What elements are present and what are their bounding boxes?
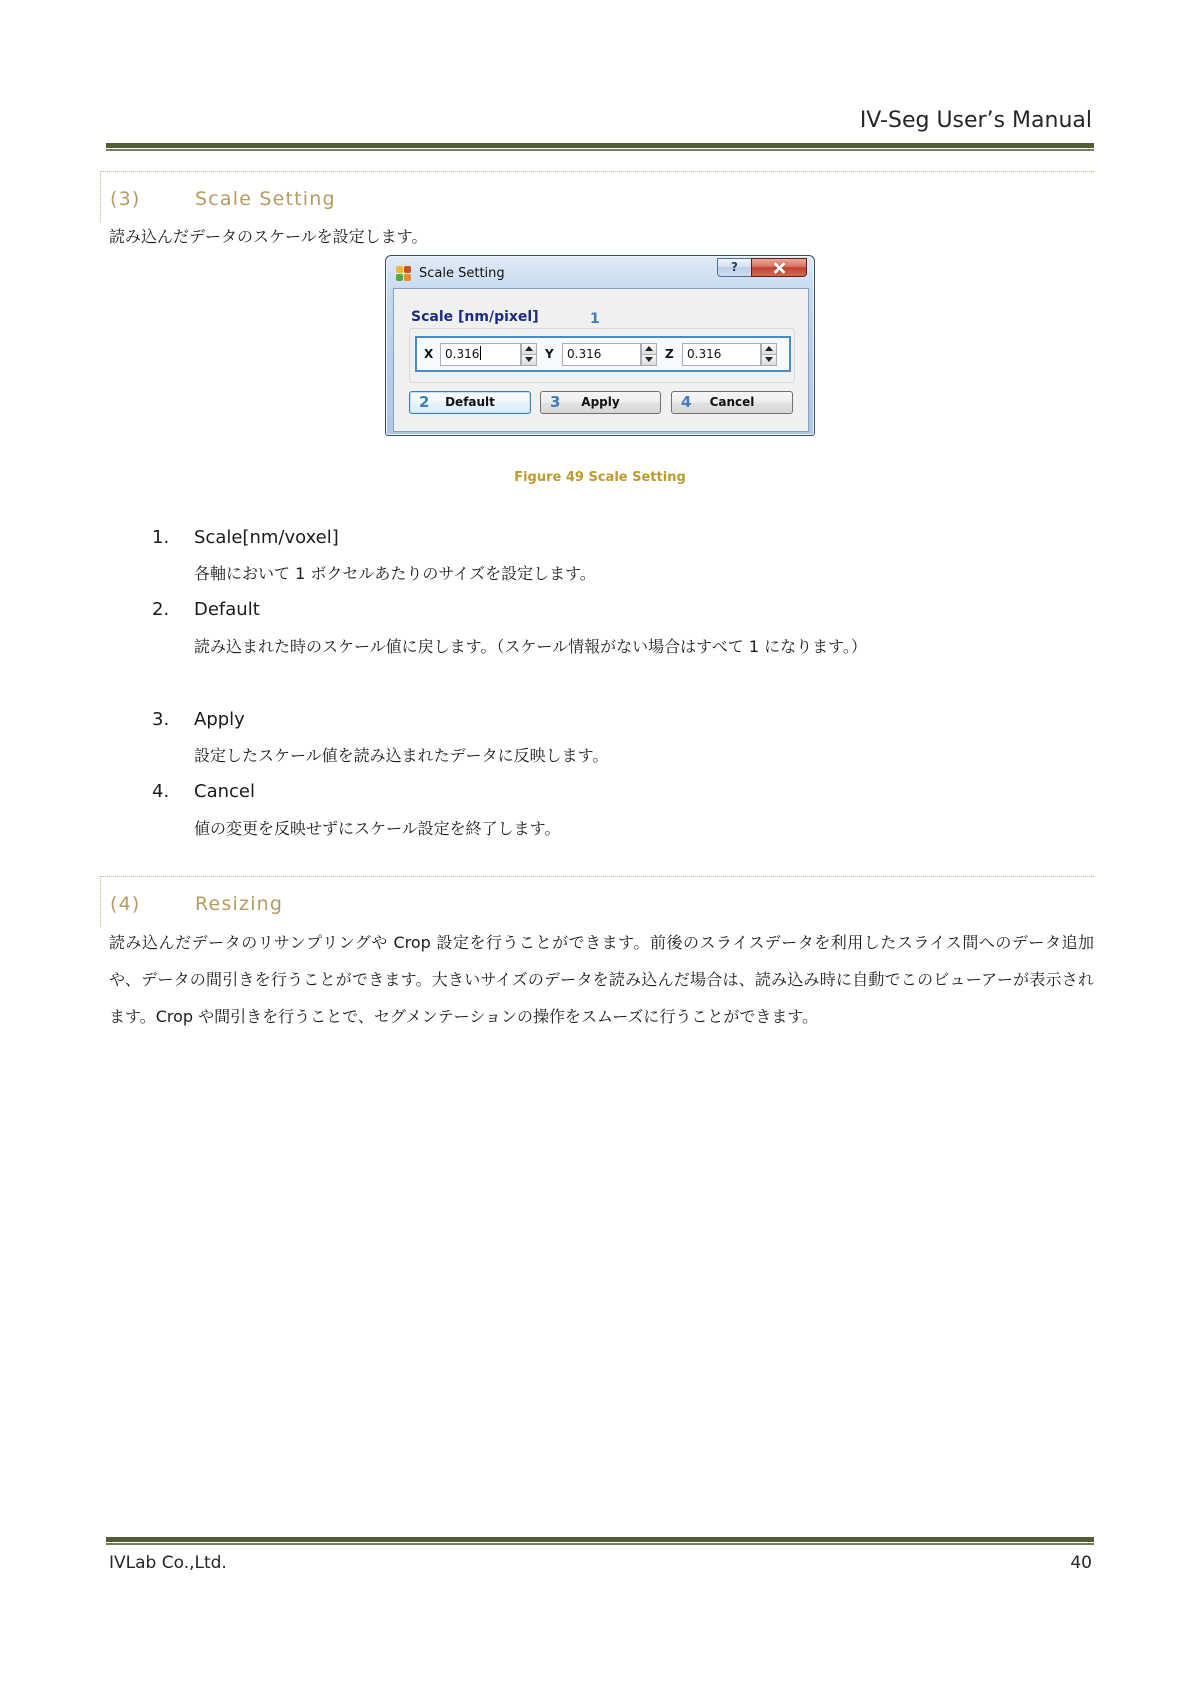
- spin-up-icon: [762, 344, 776, 355]
- dialog-client-area: [393, 288, 809, 432]
- running-header-title: IV-Seg User’s Manual: [859, 108, 1092, 133]
- list-item-title: Cancel: [194, 781, 255, 802]
- footer-rule-thin: [106, 1543, 1094, 1545]
- spin-down-icon: [642, 355, 656, 365]
- scale-z-spinner: [761, 343, 777, 366]
- list-item-title: Default: [194, 599, 260, 620]
- scale-y-spinner: [641, 343, 657, 366]
- cancel-button: [671, 391, 793, 414]
- list-item-description: 設定したスケール値を読み込まれたデータに反映します。: [194, 746, 609, 765]
- help-button: [717, 258, 752, 277]
- axis-label-z: Z: [665, 347, 674, 361]
- dialog-title: Scale Setting: [419, 266, 505, 281]
- apply-button-label: Apply: [581, 395, 620, 409]
- scale-y-value: 0.316: [567, 347, 602, 361]
- footer-rule: [106, 1537, 1094, 1545]
- apply-button: [540, 391, 661, 414]
- figure-caption: Figure 49 Scale Setting: [514, 470, 686, 485]
- scale-setting-dialog-screenshot: [385, 255, 815, 436]
- section-3-number: (3): [110, 188, 141, 210]
- text-cursor: [480, 346, 481, 360]
- default-button: [409, 391, 531, 414]
- app-icon: [396, 266, 412, 282]
- list-item-description: 各軸において 1 ボクセルあたりのサイズを設定します。: [194, 564, 596, 583]
- list-item-description: 読み込まれた時のスケール値に戻します。（スケール情報がない場合はすべて 1 になります。）: [194, 637, 867, 656]
- list-item-number: 3.: [152, 709, 170, 730]
- spin-down-icon: [762, 355, 776, 365]
- close-icon: [773, 262, 785, 274]
- annotation-marker-2: 2: [419, 393, 430, 411]
- list-item-description: 値の変更を反映せずにスケール設定を終了します。: [194, 819, 561, 838]
- list-item-title: Apply: [194, 709, 245, 730]
- section-4-title: Resizing: [195, 893, 284, 915]
- scale-z-value: 0.316: [687, 347, 722, 361]
- section-3-title: Scale Setting: [195, 188, 336, 210]
- scale-x-field: [440, 343, 521, 366]
- list-item-number: 4.: [152, 781, 170, 802]
- footer-rule-thick: [106, 1537, 1094, 1542]
- annotation-marker-4: 4: [681, 393, 692, 411]
- scale-x-value: 0.316: [445, 347, 480, 361]
- scale-z-field: [682, 343, 761, 366]
- default-button-label: Default: [445, 395, 495, 409]
- header-rule-thin: [106, 149, 1094, 151]
- help-icon: ?: [731, 260, 738, 274]
- annotation-marker-3: 3: [550, 393, 561, 411]
- section-4-body: 読み込んだデータのリサンプリングや Crop 設定を行うことができます。前後のスライスデータを利用したスライス間へのデータ追加や、データの間引きを行うことができます。大きいサイズのデータを読み込んだ場合は、読み込み時に自動でこのビューアーが表示されます。Crop や間引きを行うことで、セグメンテーションの操作をスムーズに行うことができます。: [109, 933, 1094, 1026]
- spin-up-icon: [642, 344, 656, 355]
- list-item-number: 2.: [152, 599, 170, 620]
- cancel-button-label: Cancel: [709, 395, 755, 409]
- close-button: [751, 258, 807, 277]
- header-rule: [106, 143, 1094, 151]
- list-item-title: Scale[nm/voxel]: [194, 527, 339, 548]
- scale-y-field: [562, 343, 641, 366]
- header-rule-thick: [106, 143, 1094, 148]
- axis-label-x: X: [424, 347, 434, 361]
- section-4-number: (4): [110, 893, 141, 915]
- spin-up-icon: [522, 344, 536, 355]
- spin-down-icon: [522, 355, 536, 365]
- scale-x-spinner: [521, 343, 537, 366]
- footer-company: IVLab Co.,Ltd.: [109, 1553, 227, 1573]
- axis-label-y: Y: [545, 347, 554, 361]
- annotation-marker-1: 1: [590, 311, 600, 327]
- list-item-number: 1.: [152, 527, 170, 548]
- page-number: 40: [1070, 1553, 1092, 1573]
- scale-group-label: Scale [nm/pixel]: [411, 309, 539, 325]
- section-3-intro: 読み込んだデータのスケールを設定します。: [109, 227, 428, 246]
